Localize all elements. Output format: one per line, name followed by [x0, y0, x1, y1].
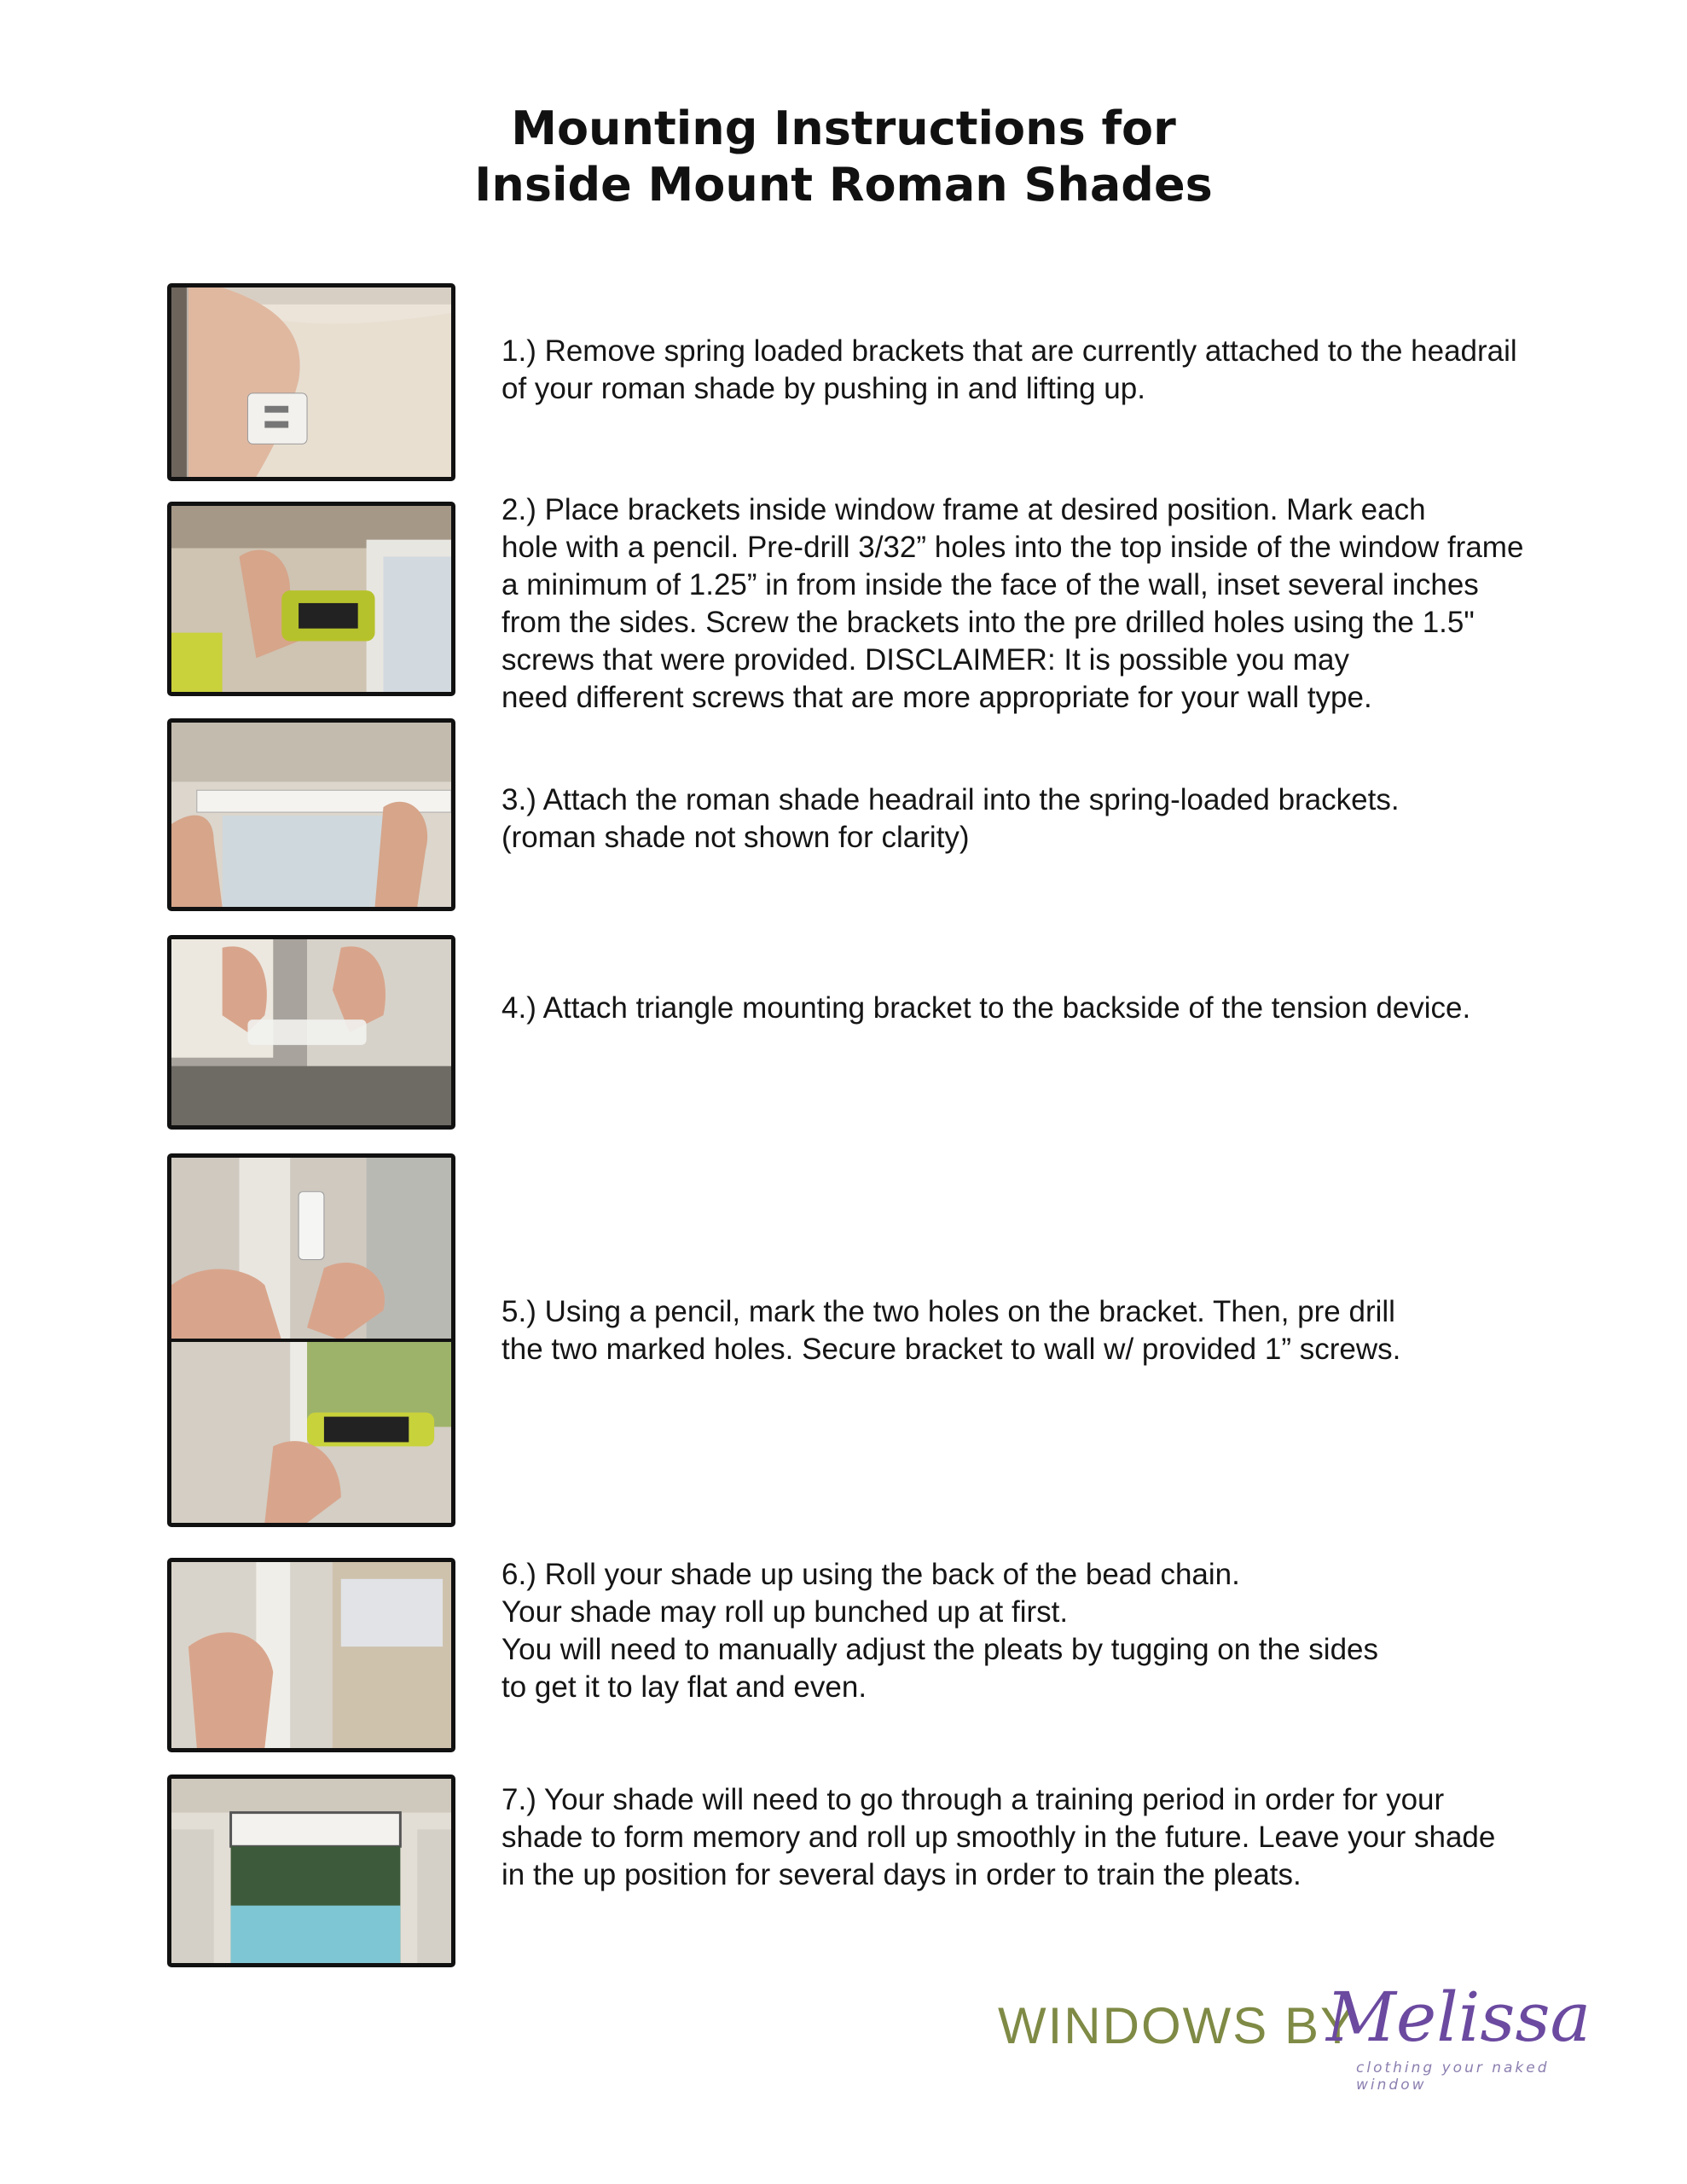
step-4-photo: [167, 935, 455, 1130]
step-6-text: 6.) Roll your shade up using the back of the bead chain. Your shade may roll up bunched up at first. You will need to manually adjust the pleats by tugging on the sides to get it to lay flat and even.: [501, 1558, 1379, 1704]
step-7-photo: [167, 1774, 455, 1967]
step-2-text: 2.) Place brackets inside window frame at desired position. Mark each hole with a pencil. Pre-drill 3/32” holes into the top inside of the window frame a minimum of 1.25” in from inside the face of the wall, inset several inches from the sides. Screw the brackets into the pre drilled holes using the 1.5" screws that were provided. DISCLAIMER: It is possible you may need different screws that are more appropriate for your wall type.: [501, 493, 1524, 714]
logo-script-text: Melissa: [1326, 1978, 1591, 2057]
step-1-photo: [167, 283, 455, 481]
logo-main-text: WINDOWS BY: [998, 1997, 1356, 2054]
step-7-text: 7.) Your shade will need to go through a training period in order for your shade to form memory and roll up smoothly in the future. Leave your shade in the up position for several days in order to train the pleats.: [501, 1783, 1496, 1891]
step-5-photo: [167, 1153, 455, 1527]
windows-by-melissa-logo: [998, 1978, 1591, 2094]
step-2-photo: [167, 502, 455, 696]
step-6-photo: [167, 1558, 455, 1752]
page-title: [0, 101, 1687, 213]
title-line-2: Inside Mount Roman Shades: [474, 158, 1213, 212]
step-3-text: 3.) Attach the roman shade headrail into the spring-loaded brackets. (roman shade not shown for clarity): [501, 783, 1400, 854]
logo-tagline: clothing your naked window: [1356, 2059, 1550, 2094]
step-3-photo: [167, 718, 455, 911]
step-4-text: 4.) Attach triangle mounting bracket to the backside of the tension device.: [501, 991, 1471, 1025]
step-1-text: 1.) Remove spring loaded brackets that are currently attached to the headrail of your roman shade by pushing in and lifting up.: [501, 334, 1517, 405]
step-5-text: 5.) Using a pencil, mark the two holes on the bracket. Then, pre drill the two marked holes. Secure bracket to wall w/ provided 1” screws.: [501, 1295, 1401, 1366]
title-line-1: Mounting Instructions for: [511, 102, 1176, 155]
